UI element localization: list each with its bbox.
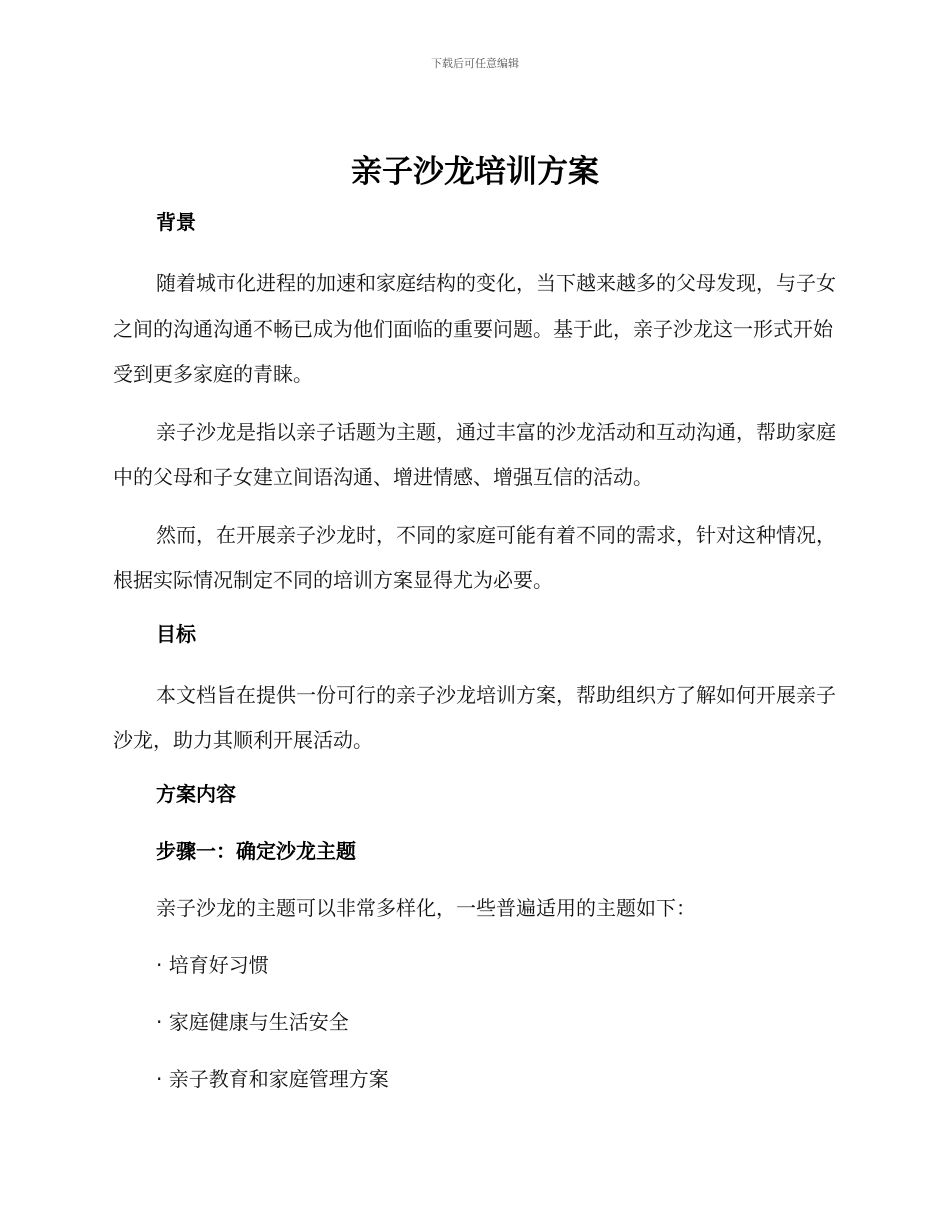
step1-heading: 步骤一：确定沙龙主题 <box>156 838 356 863</box>
topic-list-item: · 培育好习惯 <box>156 952 269 977</box>
goal-heading: 目标 <box>156 621 196 646</box>
topic-list-item: · 亲子教育和家庭管理方案 <box>156 1066 389 1091</box>
background-paragraph-3: 然而，在开展亲子沙龙时，不同的家庭可能有着不同的需求，针对这种情况，根据实际情况制定不同的培训方案显得尤为必要。 <box>113 522 836 592</box>
background-paragraph-1: 随着城市化进程的加速和家庭结构的变化，当下越来越多的父母发现，与子女之间的沟通沟通不畅已成为他们面临的重要问题。基于此，亲子沙龙这一形式开始受到更多家庭的青睐。 <box>113 271 836 386</box>
step1-intro: 亲子沙龙的主题可以非常多样化，一些普遍适用的主题如下： <box>156 895 696 920</box>
goal-paragraph: 本文档旨在提供一份可行的亲子沙龙培训方案，帮助组织方了解如何开展亲子沙龙，助力其顺利开展活动。 <box>113 682 836 752</box>
plan-heading: 方案内容 <box>156 781 236 806</box>
document-title: 亲子沙龙培训方案 <box>351 154 599 190</box>
background-paragraph-2: 亲子沙龙是指以亲子话题为主题，通过丰富的沙龙活动和互动沟通，帮助家庭中的父母和子女建立间语沟通、增进情感、增强互信的活动。 <box>113 419 836 489</box>
page-header-note: 下载后可任意编辑 <box>431 57 519 70</box>
document-body <box>113 204 838 1118</box>
background-heading: 背景 <box>156 210 196 234</box>
topic-list-item: · 家庭健康与生活安全 <box>156 1009 349 1034</box>
